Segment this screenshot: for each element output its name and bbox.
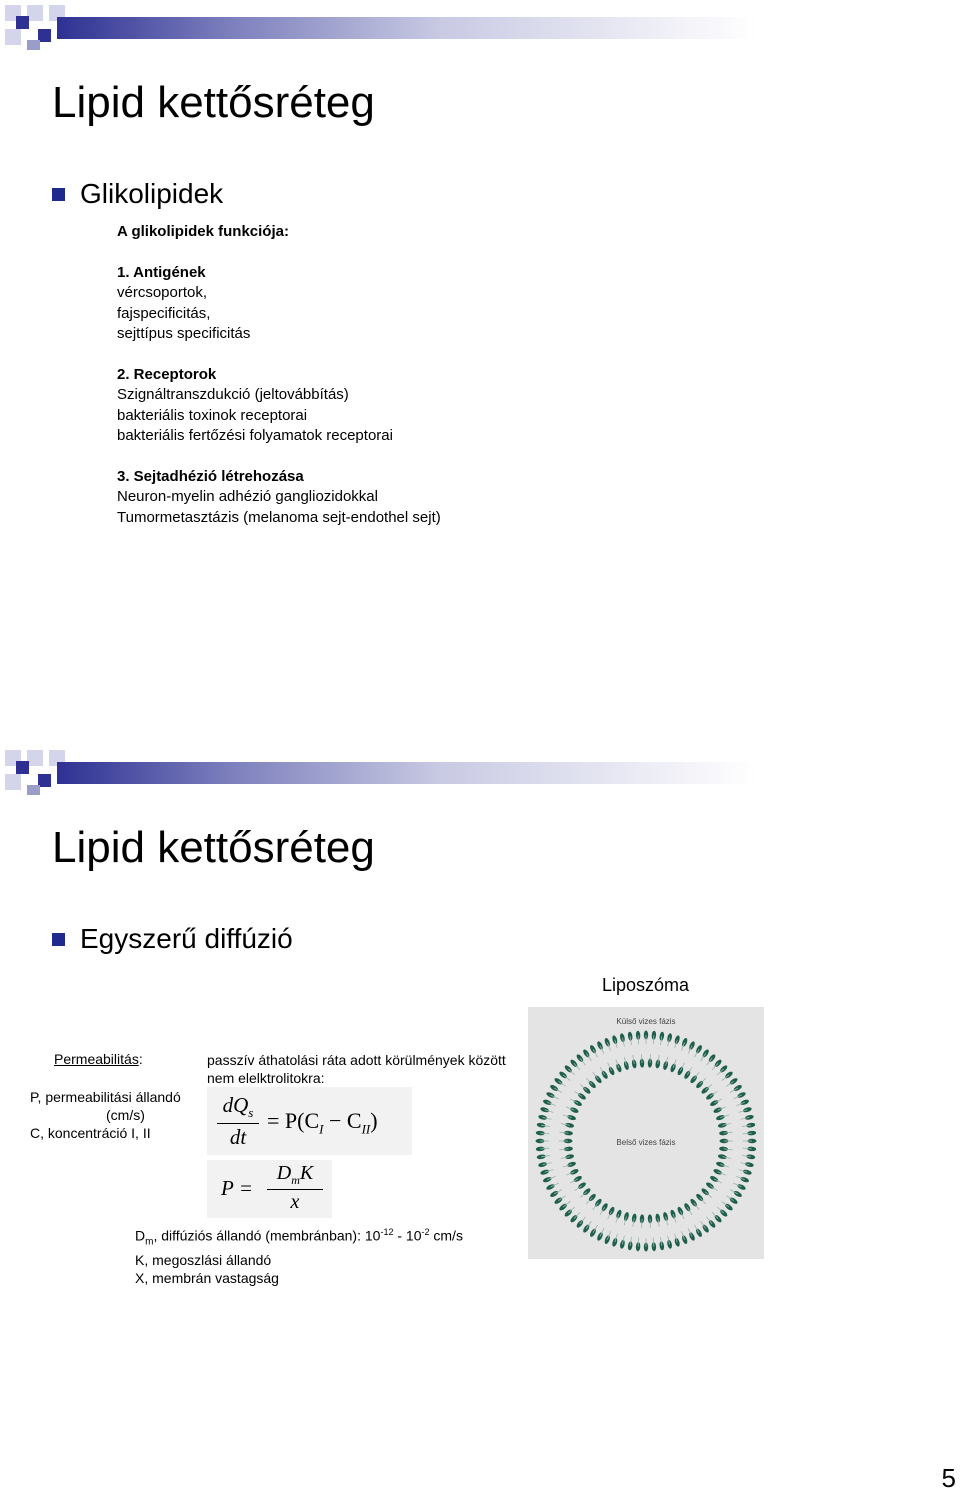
p-denominator: x [290, 1191, 300, 1213]
equation-rhs [267, 1108, 378, 1137]
section-3-title: 3. Sejtadhézió létrehozása [117, 467, 304, 485]
permeability-colon: : [138, 1051, 143, 1067]
header-decoration [0, 0, 960, 60]
square-bullet-icon [52, 188, 65, 201]
function-heading: A glikolipidek funkciója: [117, 223, 289, 240]
permeability-heading [54, 1051, 143, 1067]
slide-title: Lipid kettősréteg [52, 823, 375, 872]
section-2-line: bakteriális fertőzési folyamatok receptorai [117, 427, 393, 444]
passive-rate-text: passzív áthatolási ráta adott körülmények között nem elelktrolitokra: [207, 1052, 506, 1086]
def-d-unit: cm/s [429, 1227, 463, 1244]
slide-2 [0, 745, 960, 1445]
slide-1 [0, 0, 960, 740]
section-3-line: Tumormetasztázis (melanoma sejt-endothel sejt) [117, 508, 441, 526]
def-d-text: , diffúziós állandó (membránban): 10 [153, 1227, 381, 1244]
permeability-definitions [30, 1088, 200, 1142]
permeability-equation [207, 1160, 332, 1218]
p-equals: P = [221, 1176, 253, 1200]
page-number: 5 [941, 1463, 956, 1493]
section-1-line: fajspecificitás, [117, 304, 211, 322]
eq-rhs-b: − C [323, 1108, 362, 1133]
permeability-heading-text: Permeabilitás [54, 1051, 139, 1067]
perm-line: P, permeabilitási állandó [30, 1089, 181, 1105]
eq-rhs-sub2: II [361, 1121, 371, 1137]
square-bullet-icon [52, 933, 65, 946]
flux-equation [207, 1087, 412, 1155]
perm-line: (cm/s) [106, 1107, 145, 1123]
p-num-sub: m [291, 1173, 300, 1187]
p-num-k: K [299, 1162, 314, 1184]
p-numerator [267, 1162, 323, 1188]
eq-num-text: dQ [222, 1093, 249, 1117]
bullet-glikolipidek [52, 178, 223, 210]
outer-phase-label: Külső vizes fázis [616, 1017, 676, 1026]
fraction-bar [267, 1189, 323, 1190]
equation-denominator: dt [229, 1125, 247, 1149]
perm-line: C, koncentráció I, II [30, 1125, 151, 1141]
def-sup2: -2 [421, 1227, 430, 1237]
header-decoration [0, 745, 960, 805]
def-partition: K, megoszlási állandó [135, 1252, 272, 1269]
section-1-line: sejttípus specificitás [117, 325, 251, 342]
constant-definitions [135, 1223, 463, 1287]
section-3-line: Neuron-myelin adhézió gangliozidokkal [117, 488, 378, 505]
liposome-label: Liposzóma [602, 975, 690, 995]
eq-rhs-c: ) [370, 1108, 378, 1133]
bullet-text: Egyszerű diffúzió [80, 923, 293, 954]
liposome-image [528, 1007, 764, 1259]
section-1-line: vércsoportok, [117, 284, 208, 301]
def-d-text2: - 10 [393, 1227, 422, 1244]
p-num-d: D [276, 1162, 292, 1184]
eq-rhs-a: = P(C [267, 1108, 320, 1133]
inner-phase-label: Belső vizes fázis [616, 1138, 676, 1147]
eq-num-sub: s [248, 1105, 254, 1121]
section-1-title: 1. Antigének [117, 263, 206, 281]
equation-numerator [217, 1093, 259, 1121]
section-2-line: bakteriális toxinok receptorai [117, 406, 308, 424]
section-2-title: 2. Receptorok [117, 365, 217, 383]
def-diffusion [135, 1223, 463, 1251]
def-thickness: X, membrán vastagság [135, 1270, 279, 1287]
function-list [117, 222, 441, 528]
def-d: D [135, 1227, 146, 1244]
def-sup1: -12 [380, 1227, 394, 1237]
bullet-text: Glikolipidek [80, 178, 224, 209]
section-2-line: Szignáltranszdukció (jeltovábbítás) [117, 386, 349, 403]
def-d-sub: m [145, 1236, 154, 1248]
bullet-egyszeru-diffuzio [52, 923, 293, 955]
fraction-bar [217, 1123, 259, 1124]
eq-rhs-sub1: I [319, 1121, 324, 1137]
liposome-diagram [528, 1007, 764, 1259]
slide-title: Lipid kettősréteg [52, 78, 375, 127]
